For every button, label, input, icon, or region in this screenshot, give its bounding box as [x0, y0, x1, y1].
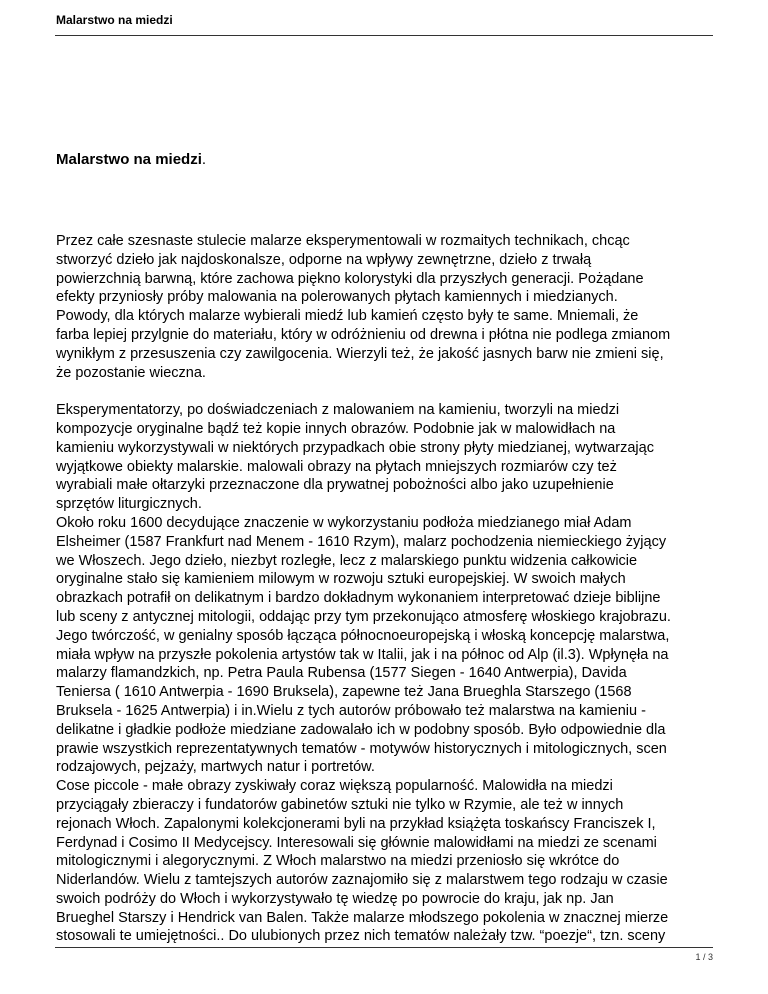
- page-header: [55, 11, 713, 36]
- text-line: delikatne i gładkie podłoże miedziane zadowalało ich w podobny sposób. Było odpowiednie dla: [56, 721, 666, 738]
- text-line: sprzętów liturgicznych.: [56, 496, 202, 513]
- text-line: mitologicznymi i alegorycznymi. Z Włoch malarstwo na miedzi przeniosło się wkrótce do: [56, 853, 620, 870]
- paragraph: [56, 514, 716, 777]
- text-line: wynikłym z przesuszenia czy zawilgocenia. Wierzyli też, że jakość jasnych barw nie zmieni się,: [56, 345, 664, 362]
- footer-divider: [55, 947, 713, 948]
- text-line: Około roku 1600 decydujące znaczenie w wykorzystaniu podłoża miedzianego miał Adam: [56, 514, 632, 531]
- text-line: miała wpływ na przyszłe pokolenia artystów tak w Italii, jak i na północ od Alp (il.3). Wpłynęła na: [56, 646, 669, 663]
- text-line: stworzyć dzieło jak najdoskonalsze, odporne na wpływy zewnętrzne, dzieło z trwałą: [56, 251, 592, 268]
- text-line: lub sceny z antycznej mitologii, oddając przy tym przekonująco atmosferę włoskiego krajobrazu.: [56, 608, 671, 625]
- text-line: wyjątkowe obiekty malarskie. malowali obrazy na płytach mniejszych rozmiarów czy też: [56, 458, 617, 475]
- text-line: kompozycje oryginalne bądź też kopie innych obrazów. Podobnie jak w malowidłach na: [56, 420, 616, 437]
- page-number: 1 / 3: [695, 952, 713, 962]
- text-line: powierzchnią barwną, które zachowa piękno kolorystyki dla przyszłych generacji. Pożądane: [56, 270, 644, 287]
- text-line: malarzy flamandzkich, np. Petra Paula Rubensa (1577 Siegen - 1640 Antwerpia), Davida: [56, 665, 627, 682]
- text-line: efekty przyniosły próby malowania na polerowanych płytach kamiennych i miedzianych.: [56, 289, 618, 306]
- text-line: swoich podróży do Włoch i wykorzystywało tę wiedzę po powrocie do kraju, jak np. Jan: [56, 890, 614, 907]
- text-line: rodzajowych, pejzaży, martwych natur i portretów.: [56, 759, 375, 776]
- text-line: prawie wszystkich reprezentatywnych tematów - motywów historycznych i mitologicznych, scen: [56, 740, 667, 757]
- text-line: Jego twórczość, w genialny sposób łącząca północnoeuropejską i włoską koncepcję malarstwa,: [56, 627, 670, 644]
- text-line: farba lepiej przylgnie do materiału, który w odróżnieniu od drewna i płótna nie podlega zmianom: [56, 326, 671, 343]
- paragraph: [56, 401, 716, 514]
- text-line: obrazkach potrafił on delikatnym i bardzo dokładnym wykonaniem interpretować dzieje biblijne: [56, 590, 661, 607]
- text-line: Powody, dla których malarze wybierali miedź lub kamień często były te same. Mniemali, że: [56, 308, 639, 325]
- text-line: Przez całe szesnaste stulecie malarze eksperymentowali w rozmaitych technikach, chcąc: [56, 233, 630, 249]
- text-line: że pozostanie wieczna.: [56, 364, 206, 381]
- text-line: Bruksela - 1625 Antwerpia) i in.Wielu z tych autorów próbowało też malarstwa na kamieniu -: [56, 702, 646, 719]
- paragraph: [56, 232, 716, 382]
- text-line: Elsheimer (1587 Frankfurt nad Menem - 1610 Rzym), malarz pochodzenia niemieckiego żyjący: [56, 533, 667, 550]
- header-title: Malarstwo na miedzi: [56, 13, 173, 27]
- text-line: kamieniu wykorzystywali w niektórych przypadkach obie strony płyty miedzianej, wytwarzając: [56, 439, 654, 456]
- text-line: Brueghel Starszy i Hendrick van Balen. Także malarze młodszego pokolenia w znacznej mierze: [56, 909, 669, 926]
- text-line: oryginalne stało się kamieniem milowym w rozwoju sztuki europejskiej. W swoich małych: [56, 571, 626, 588]
- text-line: Ferdynad i Cosimo II Medycejscy. Interesowali się głównie malowidłami na miedzi ze scenami: [56, 834, 657, 851]
- document-title-suffix: .: [201, 151, 207, 168]
- text-line: Eksperymentatorzy, po doświadczeniach z malowaniem na kamieniu, tworzyli na miedzi: [56, 402, 620, 419]
- document-title: [56, 150, 206, 169]
- paragraph: [56, 777, 716, 946]
- text-line: Teniersa ( 1610 Antwerpia - 1690 Bruksela), zapewne też Jana Brueghla Starszego (1568: [56, 684, 632, 701]
- text-line: Niderlandów. Wielu z tamtejszych autorów zaznajomiło się z malarstwem tego rodzaju w czasie: [56, 872, 668, 889]
- text-line: we Włoszech. Jego dzieło, niezbyt rozległe, lecz z malarskiego punktu widzenia całkowicie: [56, 552, 638, 569]
- text-line: Cose piccole - małe obrazy zyskiwały coraz większą popularność. Malowidła na miedzi: [56, 778, 613, 795]
- text-line: przyciągały zbieraczy i fundatorów gabinetów sztuki nie tylko w Rzymie, ale też w innych: [56, 796, 624, 813]
- text-line: rejonach Włoch. Zapalonymi kolekcjonerami byli na przykład książęta toskańscy Franciszek I,: [56, 815, 656, 832]
- text-line: stosowali te umiejętności.. Do ulubionych przez nich tematów należały tzw. “poezje“, tzn. sceny: [56, 928, 666, 945]
- document-body: [56, 232, 716, 946]
- document-title-text: Malarstwo na miedzi: [56, 151, 202, 168]
- text-line: wyrabiali małe ołtarzyki przeznaczone dla prywatnej pobożności albo jako uzupełnienie: [56, 477, 614, 494]
